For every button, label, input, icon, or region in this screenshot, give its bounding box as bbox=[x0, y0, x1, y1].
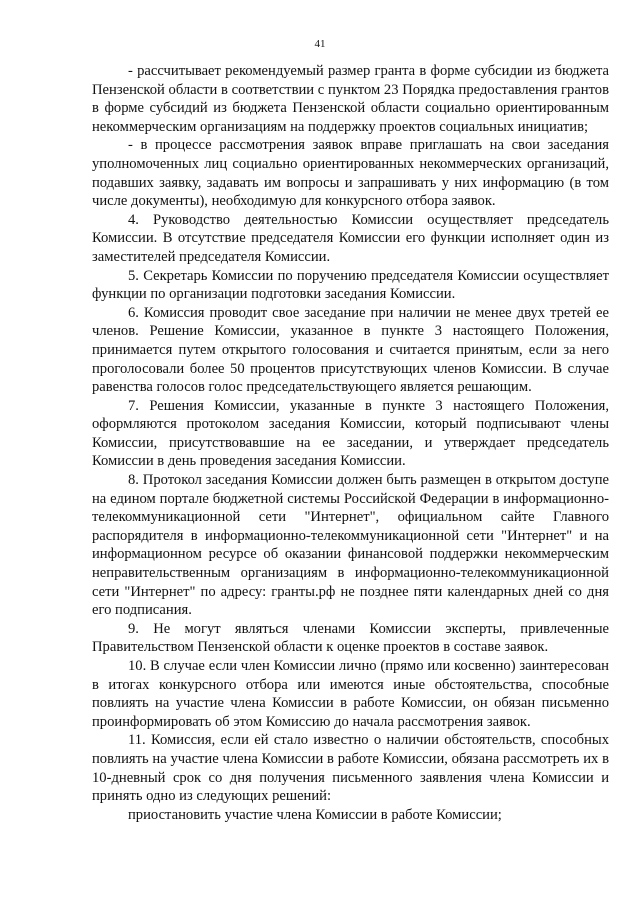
paragraph-invite-reps: - в процессе рассмотрения заявок вправе приглашать на свои заседания уполномоченных лиц социально ориентированных некоммерческих организаций, подавших заявку, задавать им вопросы и запрашивать у них информацию (в том числе документы), необходимую для конкурсного отбора заявок. bbox=[92, 137, 609, 210]
paragraph-4: 4. Руководство деятельностью Комиссии осуществляет председатель Комиссии. В отсутствие председателя Комиссии его функции исполняет один из заместителей председателя Комиссии. bbox=[92, 211, 609, 265]
page-number: 41 bbox=[314, 38, 326, 50]
paragraph-suspend: приостановить участие члена Комиссии в работе Комиссии; bbox=[128, 806, 502, 823]
paragraph-6: 6. Комиссия проводит свое заседание при наличии не менее двух третей ее членов. Решение Комиссии, указанное в пункте 3 настоящего Положения, принимается путем открытого голосования и считается принятым, если за него проголосовали более 50 процентов присутствующих членов Комиссии. В случае равенства голосов голос председательствующего является решающим. bbox=[92, 304, 609, 396]
paragraph-calc-grant: - рассчитывает рекомендуемый размер гранта в форме субсидии из бюджета Пензенской области в соответствии с пунктом 23 Порядка предоставления грантов в форме субсидий из бюджета Пензенской области социально ориентированным некоммерческим организациям на поддержку проектов социальных инициатив; bbox=[92, 63, 609, 135]
paragraph-5: 5. Секретарь Комиссии по поручению председателя Комиссии осуществляет функции по организации подготовки заседания Комиссии. bbox=[92, 267, 609, 303]
paragraph-7: 7. Решения Комиссии, указанные в пункте 3 настоящего Положения, оформляются протоколом заседания Комиссии, который подписывают члены Комиссии, присутствовавшие на ее заседании, и утверждает председатель Комиссии в день проведения заседания Комиссии. bbox=[92, 397, 609, 470]
paragraph-9: 9. Не могут являться членами Комиссии эксперты, привлеченные Правительством Пензенской области к оценке проектов в составе заявок. bbox=[92, 620, 609, 656]
paragraph-8: 8. Протокол заседания Комиссии должен быть размещен в открытом доступе на едином портале бюджетной системы Российской Федерации в информационно-телекоммуникационной сети "Интернет", официальном сайте Главного распорядителя в информационно-телекоммуникационной сети "Интернет" и на информационном ресурсе об оказании финансовой поддержки некоммерческим неправительственным организациям в информационно-телекоммуникационной сети "Интернет" по адресу: гранты.рф не позднее пяти календарных дней со дня его подписания. bbox=[92, 472, 609, 619]
paragraph-11: 11. Комиссия, если ей стало известно о наличии обстоятельств, способных повлиять на участие члена Комиссии в работе Комиссии, обязана рассмотреть их в 10-дневный срок со дня получения письменного заявления члена Комиссии и принять одно из следующих решений: bbox=[92, 732, 609, 805]
document-body bbox=[92, 62, 609, 824]
paragraph-10: 10. В случае если член Комиссии лично (прямо или косвенно) заинтересован в итогах конкурсного отбора или имеются иные обстоятельства, способные повлиять на участие члена Комиссии в работе Комиссии, он обязан письменно проинформировать об этом Комиссию до начала рассмотрения заявок. bbox=[92, 658, 609, 730]
